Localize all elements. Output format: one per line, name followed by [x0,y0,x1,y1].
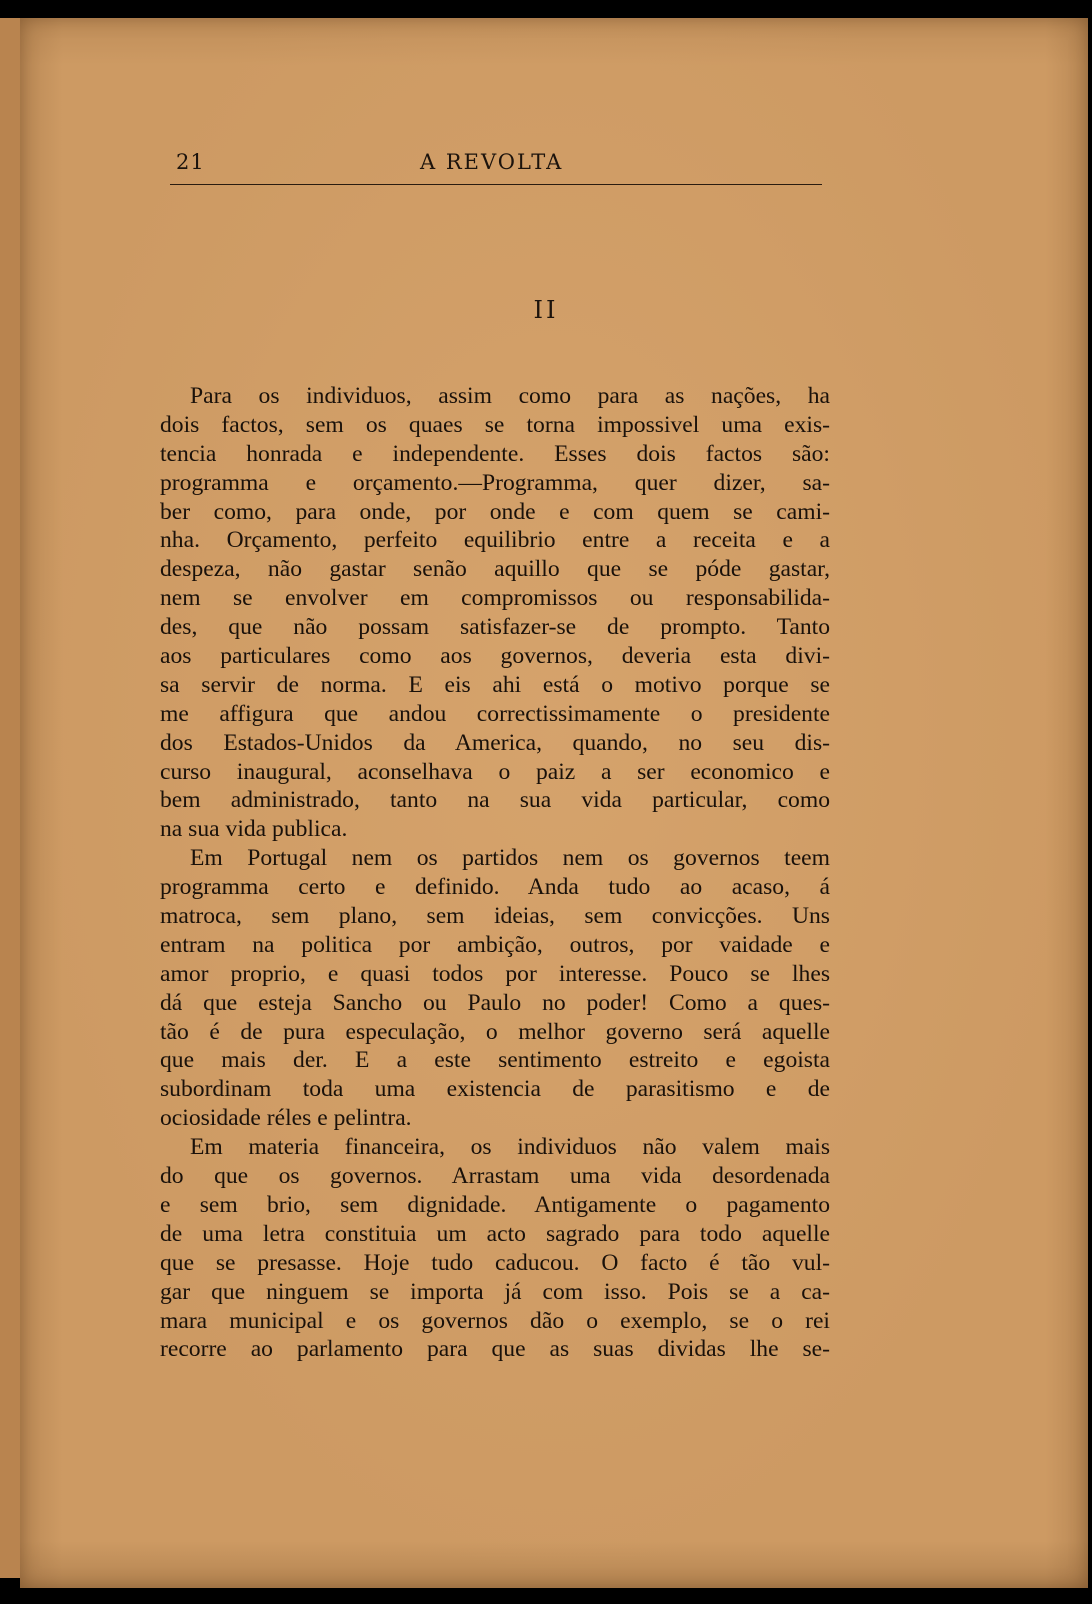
page-number: 21 [176,150,205,174]
text-line: Em Portugal nem os partidos nem os governos teem [190,845,830,872]
text-line: recorre ao parlamento para que as suas dividas lhe se- [160,1336,830,1363]
running-title: A REVOLTA [420,150,564,174]
text-line: bem administrado, tanto na sua vida particular, como [160,787,830,814]
text-line: mara municipal e os governos dão o exemplo, se o rei [160,1307,830,1334]
text-line: des, que não possam satisfazer-se de prompto. Tanto [160,614,830,641]
text-line: do que os governos. Arrastam uma vida desordenada [160,1163,830,1190]
text-line: entram na politica por ambição, outros, por vaidade e [160,931,830,958]
text-line: que se presasse. Hoje tudo caducou. O facto é tão vul- [160,1249,830,1276]
paragraph [160,1133,830,1364]
text-line: Para os individuos, assim como para as nações, ha [190,383,830,409]
paragraph [160,382,830,844]
text-line: despeza, não gastar senão aquillo que se póde gastar, [160,556,830,583]
text-line: subordinam toda uma existencia de parasitismo e de [160,1076,830,1103]
text-line: gar que ninguem se importa já com isso. Pois se a ca- [160,1278,830,1305]
header-rule [170,184,822,185]
text-line: matroca, sem plano, sem ideias, sem convicções. Uns [160,903,830,930]
text-line: sa servir de norma. E eis ahi está o motivo porque se [160,671,830,698]
text-line: amor proprio, e quasi todos por interesse. Pouco se lhes [160,960,830,987]
text-line: ociosidade réles e pelintra. [160,1105,412,1132]
text-line: tencia honrada e independente. Esses dois factos são: [160,440,830,467]
text-line: aos particulares como aos governos, deveria esta divi- [160,643,830,670]
text-line: e sem brio, sem dignidade. Antigamente o pagamento [160,1191,830,1218]
chapter-numeral: II [533,296,559,324]
text-line: Em materia financeira, os individuos não valem mais [190,1134,830,1161]
running-header [170,146,822,186]
paragraph [160,844,830,1133]
text-line: ber como, para onde, por onde e com quem se cami- [160,498,830,525]
text-line: dá que esteja Sancho ou Paulo no poder! Como a ques- [160,989,830,1016]
text-line: nha. Orçamento, perfeito equilibrio entre a receita e a [160,527,830,554]
text-line: me affigura que andou correctissimamente o presidente [160,700,830,727]
text-line: dois factos, sem os quaes se torna impossivel uma exis- [160,411,830,438]
text-line: curso inaugural, aconselhava o paiz a ser economico e [160,758,830,785]
text-line: programma certo e definido. Anda tudo ao acaso, á [160,874,830,901]
text-line: programma e orçamento.—Programma, quer dizer, sa- [160,469,830,496]
text-line: que mais der. E a este sentimento estreito e egoista [160,1047,830,1074]
text-line: de uma letra constituia um acto sagrado para todo aquelle [160,1220,830,1247]
text-line: nem se envolver em compromissos ou responsabilida- [160,585,830,612]
body-text [160,382,830,1364]
text-line: tão é de pura especulação, o melhor governo será aquelle [160,1018,830,1045]
text-line: na sua vida publica. [160,816,348,843]
text-line: dos Estados-Unidos da America, quando, no seu dis- [160,729,830,756]
